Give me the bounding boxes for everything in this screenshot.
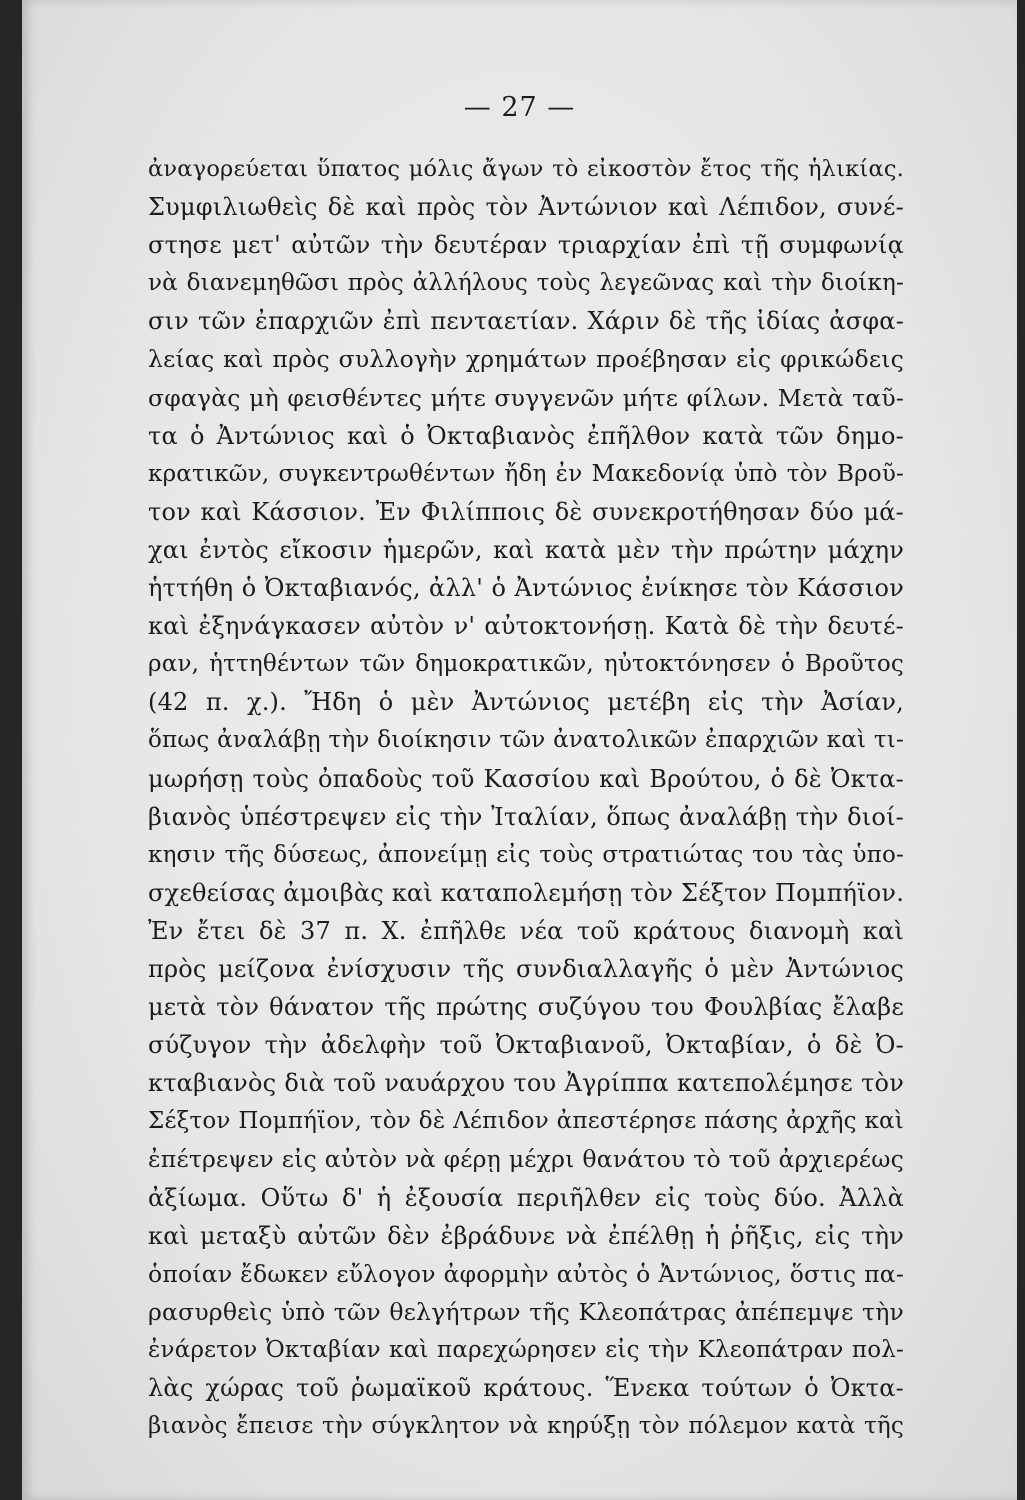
text-line: χαι ἐντὸς εἴκοσιν ἡμερῶν, καὶ κατὰ μὲν τὴν πρώτην μάχην [148, 535, 904, 564]
text-line: ἀξίωμα. Οὕτω δ' ἡ ἐξουσία περιῆλθεν εἰς τοὺς δύο. Ἀλλὰ [148, 1183, 904, 1212]
text-line: νὰ διανεμηθῶσι πρὸς ἀλλήλους τοὺς λεγεῶνας καὶ τὴν διοίκη- [148, 270, 904, 297]
text-line: τα ὁ Ἀντώνιος καὶ ὁ Ὀκταβιανὸς ἐπῆλθον κατὰ τῶν δημο- [148, 421, 904, 450]
text-line: ἐνάρετον Ὀκταβίαν καὶ παρεχώρησεν εἰς τὴν Κλεοπάτραν πολ- [148, 1336, 904, 1363]
text-line: καὶ μεταξὺ αὐτῶν δὲν ἐβράδυνε νὰ ἐπέλθῃ ἡ ῥῆξις, εἰς τὴν [148, 1221, 904, 1250]
text-line: ρασυρθεὶς ὑπὸ τῶν θελγήτρων τῆς Κλεοπάτρας ἀπέπεμψε τὴν [148, 1297, 904, 1326]
text-line: σχεθείσας ἀμοιβὰς καὶ καταπολεμήσῃ τὸν Σέξτον Πομπήϊον. [148, 878, 905, 907]
text-line: σφαγὰς μὴ φεισθέντες μήτε συγγενῶν μήτε φίλων. Μετὰ ταῦ- [148, 383, 904, 412]
text-line: ὅπως ἀναλάβῃ τὴν διοίκησιν τῶν ἀνατολικῶν ἐπαρχιῶν καὶ τι- [148, 727, 904, 754]
page-number: — 27 — [463, 92, 576, 123]
text-line: λείας καὶ πρὸς συλλογὴν χρημάτων προέβησαν εἰς φρικώδεις [148, 345, 904, 374]
text-line: ὁποίαν ἔδωκεν εὔλογον ἀφορμὴν αὐτὸς ὁ Ἀντώνιος, ὅστις πα- [148, 1259, 904, 1288]
text-line: κρατικῶν, συγκεντρωθέντων ἤδη ἐν Μακεδονίᾳ ὑπὸ τὸν Βροῦ- [148, 460, 904, 487]
text-line: λὰς χώρας τοῦ ῥωμαϊκοῦ κράτους. Ἕνεκα τούτων ὁ Ὀκτα- [148, 1374, 904, 1402]
text-line: στησε μετ' αὐτῶν τὴν δευτέραν τριαρχίαν ἐπὶ τῇ συμφωνίᾳ [148, 231, 904, 260]
text-line: βιανὸς ὑπέστρεψεν εἰς τὴν Ἰταλίαν, ὅπως ἀναλάβῃ τὴν διοί- [148, 802, 904, 831]
text-line: καὶ ἐξηνάγκασεν αὐτὸν ν' αὐτοκτονήσῃ. Κατὰ δὲ τὴν δευτέ- [148, 612, 904, 641]
text-line: μετὰ τὸν θάνατον τῆς πρώτης συζύγου του Φουλβίας ἔλαβε [148, 993, 904, 1022]
body-text [148, 150, 904, 1445]
text-line: Σέξτον Πομπήϊον, τὸν δὲ Λέπιδον ἀπεστέρησε πάσης ἀρχῆς καὶ [148, 1108, 904, 1135]
text-line: σύζυγον τὴν ἀδελφὴν τοῦ Ὀκταβιανοῦ, Ὀκταβίαν, ὁ δὲ Ὀ- [148, 1031, 904, 1060]
text-line: κταβιανὸς διὰ τοῦ ναυάρχου του Ἀγρίππα κατεπολέμησε τὸν [148, 1069, 904, 1098]
text-line: Ἐν ἔτει δὲ 37 π. Χ. ἐπῆλθε νέα τοῦ κράτους διανομὴ καὶ [148, 916, 904, 945]
text-line: βιανὸς ἔπεισε τὴν σύγκλητον νὰ κηρύξῃ τὸν πόλεμον κατὰ τῆς [148, 1413, 904, 1440]
text-line: Συμφιλιωθεὶς δὲ καὶ πρὸς τὸν Ἀντώνιον καὶ Λέπιδον, συνέ- [148, 193, 904, 222]
text-line: ραν, ἡττηθέντων τῶν δημοκρατικῶν, ηὐτοκτόνησεν ὁ Βροῦτος [148, 651, 904, 678]
text-line: ἐπέτρεψεν εἰς αὐτὸν νὰ φέρῃ μέχρι θανάτου τὸ τοῦ ἀρχιερέως [148, 1145, 904, 1174]
text-line: (42 π. χ.). Ἤδη ὁ μὲν Ἀντώνιος μετέβη εἰς τὴν Ἀσίαν, [148, 688, 904, 717]
book-page [22, 0, 1017, 1500]
text-line: μωρήσῃ τοὺς ὀπαδοὺς τοῦ Κασσίου καὶ Βρούτου, ὁ δὲ Ὀκτα- [148, 764, 904, 793]
text-line: ἡττήθη ὁ Ὀκταβιανός, ἀλλ' ὁ Ἀντώνιος ἐνίκησε τὸν Κάσσιον [148, 574, 904, 603]
text-line: κησιν τῆς δύσεως, ἀπονείμῃ εἰς τοὺς στρατιώτας του τὰς ὑπο- [148, 841, 904, 868]
text-line: ἀναγορεύεται ὕπατος μόλις ἄγων τὸ εἰκοστὸν ἔτος τῆς ἡλικίας. [148, 156, 904, 182]
text-line: πρὸς μείζονα ἐνίσχυσιν τῆς συνδιαλλαγῆς ὁ μὲν Ἀντώνιος [148, 954, 904, 983]
text-line: τον καὶ Κάσσιον. Ἐν Φιλίπποις δὲ συνεκροτήθησαν δύο μά- [148, 497, 904, 526]
text-line: σιν τῶν ἐπαρχιῶν ἐπὶ πενταετίαν. Χάριν δὲ τῆς ἰδίας ἀσφα- [148, 307, 904, 336]
